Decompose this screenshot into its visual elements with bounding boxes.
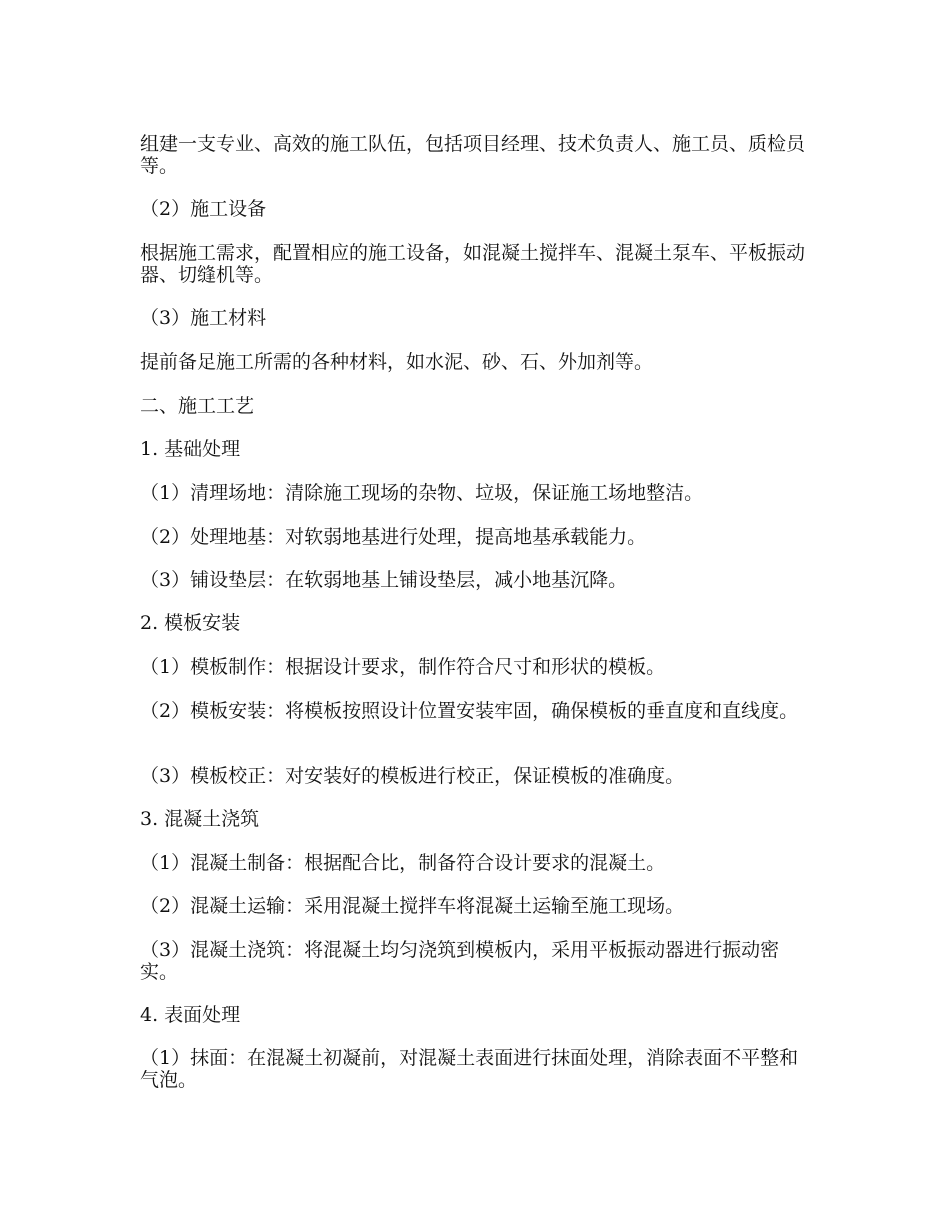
heading-materials: （3）施工材料: [140, 307, 267, 329]
paragraph-materials: 提前备足施工所需的各种材料，如水泥、砂、石、外加剂等。: [140, 351, 654, 373]
paragraph-concrete-pour: （3）混凝土浇筑：将混凝土均匀浇筑到模板内，采用平板振动器进行振动密实。: [140, 939, 780, 983]
paragraph-clear-site: （1）清理场地：清除施工现场的杂物、垃圾，保证施工场地整洁。: [140, 482, 704, 504]
paragraph-formwork-correct: （3）模板校正：对安装好的模板进行校正，保证模板的准确度。: [140, 765, 685, 787]
paragraph-formwork-make: （1）模板制作：根据设计要求，制作符合尺寸和形状的模板。: [140, 656, 666, 678]
paragraph-cushion: （3）铺设垫层：在软弱地基上铺设垫层，减小地基沉降。: [140, 569, 628, 591]
paragraph-concrete-prep: （1）混凝土制备：根据配合比，制备符合设计要求的混凝土。: [140, 852, 666, 874]
subheading-foundation: 1. 基础处理: [140, 438, 241, 460]
section-heading-process: 二、施工工艺: [140, 395, 255, 417]
subheading-formwork: 2. 模板安装: [140, 612, 241, 634]
paragraph-formwork-install: （2）模板安装：将模板按照设计位置安装牢固，确保模板的垂直度和直线度。: [140, 700, 799, 722]
paragraph-equipment: 根据施工需求，配置相应的施工设备，如混凝土搅拌车、混凝土泵车、平板振动器、切缝机等。: [140, 242, 806, 286]
subheading-surface: 4. 表面处理: [140, 1004, 241, 1026]
paragraph-concrete-transport: （2）混凝土运输：采用混凝土搅拌车将混凝土运输至施工现场。: [140, 895, 685, 917]
subheading-concrete-pouring: 3. 混凝土浇筑: [140, 808, 260, 830]
paragraph-trowel: （1）抹面：在混凝土初凝前，对混凝土表面进行抹面处理，消除表面不平整和气泡。: [140, 1047, 799, 1091]
heading-equipment: （2）施工设备: [140, 198, 267, 220]
paragraph-treat-foundation: （2）处理地基：对软弱地基进行处理，提高地基承载能力。: [140, 526, 647, 548]
paragraph-team: 组建一支专业、高效的施工队伍，包括项目经理、技术负责人、施工员、质检员等。: [140, 133, 806, 177]
